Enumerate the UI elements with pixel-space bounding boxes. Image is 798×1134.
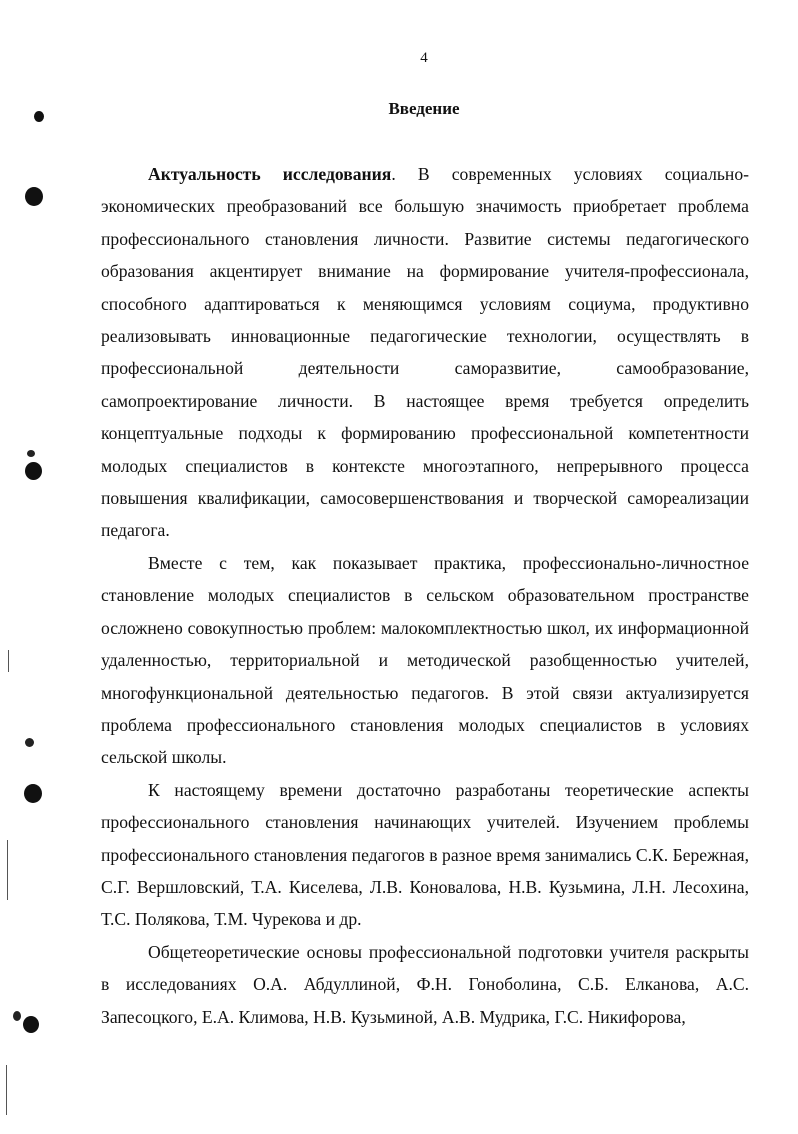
scan-speck-1 [27, 450, 35, 457]
section-heading: Введение [388, 99, 460, 118]
paragraph-text: . В современных условиях социально-экономических преобразований все большую значимость приобретает проблема профессионального становления личности. Развитие системы педагогического образования акцентирует внимание на формирование учителя-профессионала, способного адаптироваться к меняющимся условиям социума, продуктивно реализовывать инновационные педагогические технологии, осуществлять в профессиональной деятельности саморазвитие, самообразование, самопроектирование личности. В настоящее время требуется определить концептуальные подходы к формированию профессиональной компетентности молодых специалистов в контексте многоэтапного, непрерывного процесса повышения квалификации, самосовершенствования и творческой самореализации педагога. [101, 164, 749, 541]
paragraph-theory: К настоящему времени достаточно разработаны теоретические аспекты профессионального становления начинающих учителей. Изучением проблемы профессионального становления педагогов в разное время занимались С.К. Бережная, С.Г. Вершловский, Т.А. Киселева, Л.В. Коновалова, Н.В. Кузьмина, Л.Н. Лесохина, Т.С. Полякова, Т.М. Чурекова и др. [101, 779, 749, 930]
punch-hole-3 [25, 462, 42, 480]
body-text [101, 158, 749, 1033]
punch-hole-4 [24, 784, 42, 803]
paragraph-relevance [101, 158, 749, 547]
scan-edge-line-3 [6, 1065, 7, 1115]
scan-edge-line-2 [7, 840, 8, 900]
page-number: 4 [420, 50, 428, 66]
paragraph-foundations: Общетеоретические основы профессиональной подготовки учителя раскрыты в исследованиях О.А. Абдуллиной, Ф.Н. Гоноболина, С.Б. Елканова, А.С. Запесоцкого, Е.А. Климова, Н.В. Кузьминой, А.В. Мудрика, Г.С. Никифорова, [101, 941, 749, 1027]
scan-edge-line-1 [8, 650, 9, 672]
scan-speck-2 [25, 738, 34, 747]
paragraph-practice: Вместе с тем, как показывает практика, профессионально-личностное становление молодых специалистов в сельском образовательном пространстве осложнено совокупностью проблем: малокомплектностью школ, их информационной удаленностью, территориальной и методической разобщенностью учителей, многофункциональной деятельностью педагогов. В этой связи актуализируется проблема профессионального становления молодых специалистов в условиях сельской школы. [101, 552, 749, 768]
punch-hole-5 [23, 1016, 39, 1033]
paragraph-lead: Актуальность исследования [148, 164, 392, 184]
punch-hole-2 [25, 187, 43, 206]
scan-speck-3 [13, 1011, 21, 1021]
